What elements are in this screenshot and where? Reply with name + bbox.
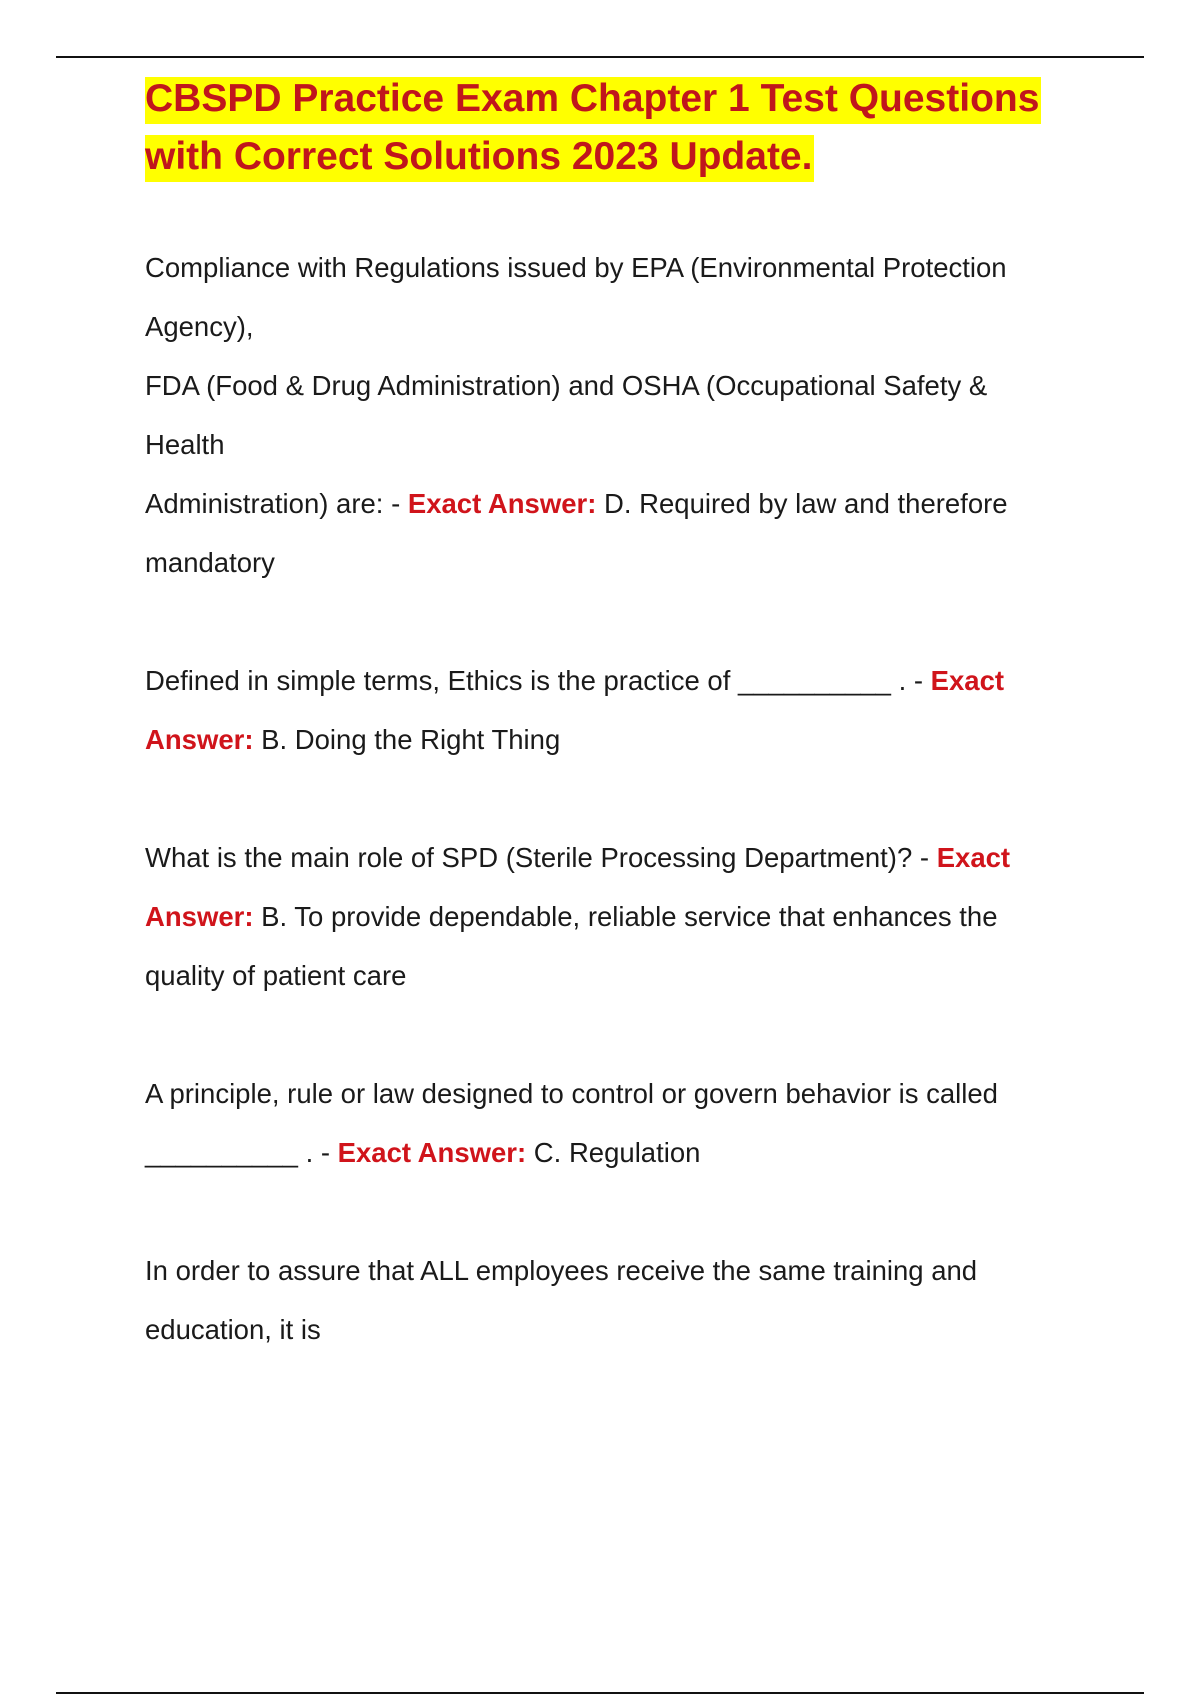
document-title bbox=[145, 70, 1085, 186]
question-4-blank: __________ . - bbox=[145, 1137, 338, 1168]
question-1-line-5: Administration) are: - bbox=[145, 488, 408, 519]
question-4 bbox=[145, 1064, 1085, 1182]
answer-label: Exact Answer: bbox=[407, 488, 597, 519]
question-5-line-1: In order to assure that ALL employees receive the same training and bbox=[145, 1255, 978, 1286]
question-3-text: What is the main role of SPD (Sterile Processing Department)? - bbox=[145, 842, 937, 873]
answer-text: C. Regulation bbox=[526, 1137, 701, 1168]
question-2 bbox=[145, 651, 1085, 769]
question-1-line-1: Compliance with Regulations issued by EPA (Environmental Protection bbox=[145, 252, 1007, 283]
question-2-text: Defined in simple terms, Ethics is the practice of __________ . - bbox=[145, 665, 931, 696]
document-content bbox=[145, 70, 1085, 1359]
answer-text: B. To provide dependable, reliable service that enhances the bbox=[253, 901, 998, 932]
answer-label-part-1: Exact bbox=[930, 665, 1005, 696]
answer-text: D. Required by law and therefore bbox=[596, 488, 1008, 519]
answer-text-continued: mandatory bbox=[145, 547, 275, 578]
answer-label-part-1: Exact bbox=[936, 842, 1011, 873]
bottom-rule bbox=[56, 1692, 1144, 1694]
question-1-line-4: Health bbox=[145, 429, 225, 460]
answer-label-part-2: Answer: bbox=[145, 724, 254, 755]
question-5 bbox=[145, 1241, 1085, 1359]
question-1-line-2: Agency), bbox=[145, 311, 254, 342]
answer-label: Exact Answer: bbox=[337, 1137, 527, 1168]
question-1 bbox=[145, 238, 1085, 592]
question-1-line-3: FDA (Food & Drug Administration) and OSHA (Occupational Safety & bbox=[145, 370, 988, 401]
answer-text: B. Doing the Right Thing bbox=[253, 724, 561, 755]
answer-label-part-2: Answer: bbox=[145, 901, 254, 932]
question-4-line-1: A principle, rule or law designed to control or govern behavior is called bbox=[145, 1078, 998, 1109]
top-rule bbox=[56, 56, 1144, 58]
question-3 bbox=[145, 828, 1085, 1005]
title-line-1: CBSPD Practice Exam Chapter 1 Test Questions bbox=[145, 77, 1041, 124]
answer-text-continued: quality of patient care bbox=[145, 960, 407, 991]
question-5-line-2: education, it is bbox=[145, 1314, 321, 1345]
title-line-2: with Correct Solutions 2023 Update. bbox=[145, 135, 814, 182]
